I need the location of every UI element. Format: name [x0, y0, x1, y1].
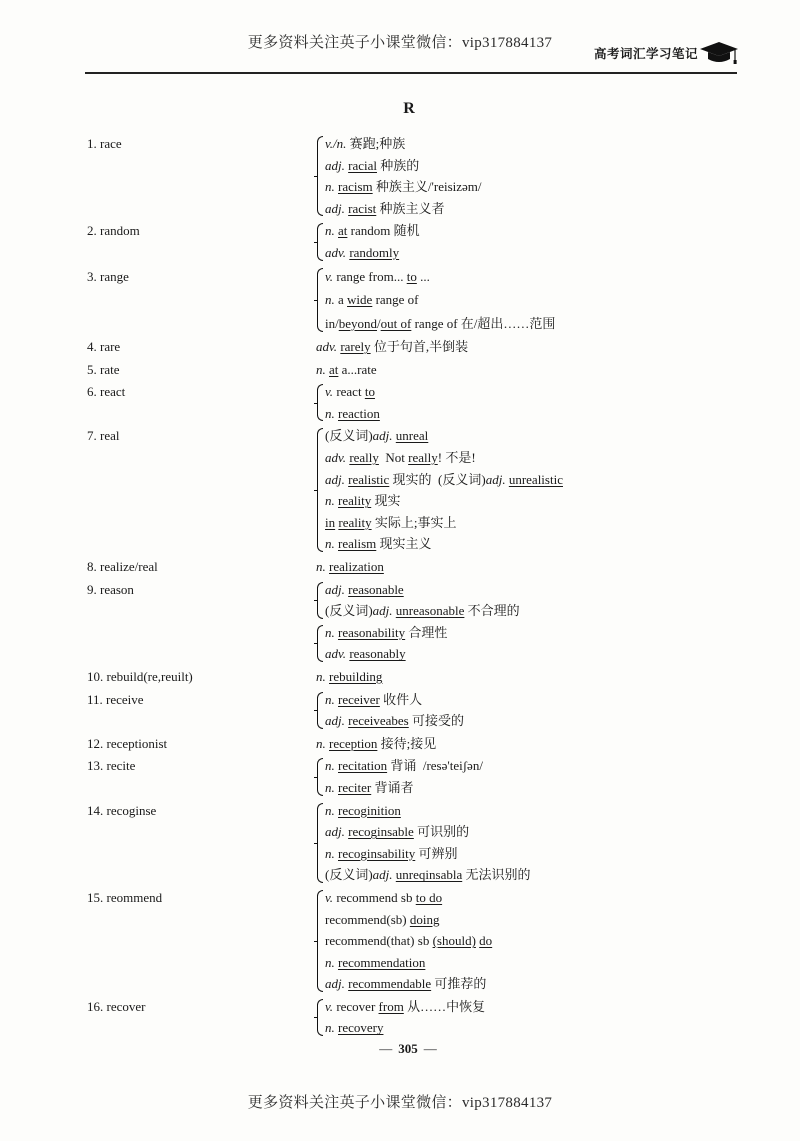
vocab-entry: [87, 336, 747, 358]
gloss-text: 不合理的: [464, 603, 520, 619]
key-term: reciter: [338, 779, 372, 795]
gloss-text: range from...: [336, 268, 407, 284]
key-term: recovery: [338, 1020, 384, 1036]
vocab-entry: [87, 666, 747, 688]
definition-line: [325, 887, 747, 909]
key-term: in: [325, 514, 336, 530]
gloss-text: 可识别的: [413, 824, 470, 840]
key-term: unrealistic: [508, 471, 563, 487]
definition-group: [316, 800, 747, 886]
definition-line: [325, 176, 747, 198]
entry-definitions: [316, 336, 747, 358]
entry-definitions: [316, 425, 747, 555]
key-term: unreasonable: [395, 603, 465, 619]
entry-definitions: [316, 996, 747, 1039]
part-of-speech: n.: [325, 779, 338, 795]
key-term: unreqinsabla: [395, 867, 463, 883]
definition-line: [325, 381, 747, 403]
vocab-entry: [87, 220, 747, 263]
part-of-speech: adj.: [372, 603, 396, 619]
part-of-speech: adv.: [325, 646, 350, 662]
definition-group: [316, 689, 747, 732]
gloss-text: 现实主义: [376, 536, 432, 552]
entry-headword: 13. recite: [87, 758, 136, 774]
key-term: beyond: [338, 315, 378, 331]
definition-group: [316, 622, 747, 665]
page-number-dash-left: —: [379, 1041, 393, 1056]
definition-group: [316, 556, 747, 578]
key-term: doing: [409, 911, 440, 927]
gloss-text: 背诵者: [371, 779, 414, 795]
gloss-text: recommend(sb): [325, 911, 410, 927]
entry-headword: 2. random: [87, 223, 140, 239]
key-term: rebuilding: [329, 668, 383, 684]
definition-line: [325, 973, 747, 995]
watermark-top: 更多资料关注英子小课堂微信：vip317884137: [247, 35, 553, 51]
gloss-text: 无法识别的: [462, 867, 531, 883]
part-of-speech: n.: [325, 691, 338, 707]
entry-definitions: [316, 133, 747, 219]
definition-group: [316, 666, 747, 688]
gloss-text: a: [338, 292, 348, 308]
gloss-text: 种族的: [377, 157, 420, 173]
definition-line: [325, 1017, 747, 1039]
key-term: reasonability: [338, 624, 406, 640]
part-of-speech: n.: [325, 758, 338, 774]
gloss-text: react: [336, 384, 365, 400]
entry-headword: 7. real: [87, 428, 120, 444]
entry-headword: 8. realize/real: [87, 559, 158, 574]
definition-line: [325, 133, 747, 155]
definition-line: [325, 689, 747, 711]
key-term: racist: [348, 200, 377, 216]
definition-line: [325, 800, 747, 822]
definition-group: [316, 996, 747, 1039]
part-of-speech: n.: [325, 405, 338, 421]
definition-line: [316, 359, 747, 381]
entry-definitions: [316, 733, 747, 755]
part-of-speech: n.: [325, 624, 338, 640]
gloss-text: 可推荐的: [431, 976, 487, 992]
definition-line: [325, 952, 747, 974]
entry-definitions: [316, 887, 747, 995]
definition-group: [316, 220, 747, 263]
key-term: racial: [348, 157, 377, 173]
part-of-speech: adj.: [485, 471, 509, 487]
entry-definitions: [316, 556, 747, 578]
gloss-text: 种族主义者: [376, 200, 445, 216]
definition-group: [316, 579, 747, 622]
key-term: recommendable: [348, 976, 432, 992]
part-of-speech: n.: [316, 735, 329, 751]
part-of-speech: adv.: [325, 244, 350, 260]
key-term: recitation: [338, 758, 388, 774]
part-of-speech: adj.: [325, 713, 349, 729]
part-of-speech: n.: [316, 361, 329, 377]
definition-line: [325, 643, 747, 665]
entry-headword: 4. rare: [87, 339, 121, 355]
entry-definitions: [316, 381, 747, 424]
key-term: recoginition: [338, 802, 401, 818]
part-of-speech: n.: [325, 292, 338, 308]
vocab-entry: [87, 887, 747, 995]
part-of-speech: adj.: [325, 581, 349, 597]
key-term: receiver: [338, 691, 380, 707]
page-number: [358, 1041, 458, 1057]
gloss-text: 接待;接见: [377, 735, 437, 751]
gloss-text: 可辨别: [415, 845, 458, 861]
definition-line: [325, 533, 747, 555]
key-term: wide: [347, 292, 373, 308]
entry-headword: 3. range: [87, 268, 129, 284]
key-term: out of: [380, 315, 412, 331]
entry-definitions: [316, 666, 747, 688]
gloss-text: random 随机: [347, 223, 420, 239]
definition-line: [325, 265, 747, 289]
definition-group: [316, 755, 747, 798]
vocab-entry: [87, 733, 747, 755]
part-of-speech: adj.: [325, 824, 349, 840]
key-term: at: [329, 361, 339, 377]
key-term: at: [338, 223, 348, 239]
part-of-speech: adj.: [325, 471, 349, 487]
key-term: recommendation: [338, 954, 426, 970]
definition-group: [316, 425, 747, 555]
entry-definitions: [316, 689, 747, 732]
definition-line: [325, 777, 747, 799]
definition-line: [325, 155, 747, 177]
key-term: from: [378, 998, 404, 1014]
part-of-speech: v.: [325, 998, 337, 1014]
entry-headword: 5. rate: [87, 361, 120, 377]
definition-line: [325, 622, 747, 644]
part-of-speech: adj.: [325, 200, 349, 216]
entry-headword: 14. recoginse: [87, 802, 157, 818]
definition-line: [325, 490, 747, 512]
definition-group: [316, 265, 747, 336]
gloss-text: recover: [336, 998, 379, 1014]
key-term: reasonable: [348, 581, 404, 597]
entry-definitions: [316, 800, 747, 886]
part-of-speech: adj.: [372, 428, 396, 444]
entry-headword: 9. reason: [87, 581, 134, 597]
vocab-entry: [87, 381, 747, 424]
part-of-speech: adv.: [316, 339, 341, 355]
vocab-entry: [87, 755, 747, 798]
vocab-entry: [87, 996, 747, 1039]
entry-definitions: [316, 265, 747, 336]
vocab-entry: [87, 689, 747, 732]
part-of-speech: adj.: [325, 976, 349, 992]
part-of-speech: adj.: [372, 867, 396, 883]
definition-line: [325, 512, 747, 534]
key-term: reasonably: [349, 646, 406, 662]
gloss-text: in/: [325, 315, 339, 331]
gloss-text: /: [377, 315, 381, 331]
gloss-text: 现实的 (反义词): [389, 471, 486, 487]
part-of-speech: v.: [325, 268, 337, 284]
definition-line: [325, 996, 747, 1018]
key-term: racism: [338, 179, 373, 195]
key-term: realistic: [348, 471, 390, 487]
key-term: really: [349, 450, 379, 466]
vocab-entry: [87, 800, 747, 886]
key-term: reaction: [338, 405, 380, 421]
part-of-speech: n.: [316, 668, 329, 684]
definition-group: [316, 359, 747, 381]
definition-line: [316, 336, 747, 358]
definition-group: [316, 336, 747, 358]
key-term: recoginsability: [338, 845, 416, 861]
part-of-speech: v.: [325, 889, 337, 905]
key-term: reception: [329, 735, 378, 751]
gloss-text: ! 不是!: [437, 450, 476, 466]
entry-headword: 15. reommend: [87, 889, 163, 905]
key-term: reality: [338, 493, 372, 509]
page-number-dash-right: —: [423, 1041, 437, 1056]
part-of-speech: n.: [325, 1020, 338, 1036]
entry-definitions: [316, 755, 747, 798]
graduation-cap-icon: [699, 40, 739, 67]
page-number-value: 305: [398, 1041, 418, 1056]
entry-headword: 16. recover: [87, 998, 146, 1014]
definition-line: [325, 425, 747, 447]
gloss-text: recommend sb: [336, 889, 416, 905]
definition-line: [325, 710, 747, 732]
key-term: (should): [432, 933, 476, 949]
entry-headword: 10. rebuild(re,reuilt): [87, 668, 193, 684]
gloss-text: 从……中恢复: [403, 998, 486, 1014]
definition-group: [316, 733, 747, 755]
part-of-speech: v.: [325, 384, 337, 400]
gloss-text: 实际上;事实上: [371, 514, 457, 530]
vocab-entry: [87, 425, 747, 555]
gloss-text: Not: [378, 450, 409, 466]
key-term: to: [406, 268, 417, 284]
definition-line: [325, 864, 747, 886]
definition-line: [325, 403, 747, 425]
gloss-text: 合理性: [405, 624, 448, 640]
entry-headword: 1. race: [87, 136, 122, 151]
gloss-text: recommend(that) sb: [325, 933, 433, 949]
entry-headword: 11. receive: [87, 691, 144, 707]
definition-line: [325, 755, 747, 777]
definition-line: [325, 242, 747, 264]
header-rule: [85, 72, 737, 74]
running-head: 高考词汇学习笔记: [594, 47, 699, 61]
definition-line: [325, 821, 747, 843]
part-of-speech: v./n.: [325, 136, 347, 151]
key-term: realism: [338, 536, 377, 552]
definition-line: [325, 469, 747, 491]
definition-line: [325, 600, 747, 622]
vocab-entry: [87, 133, 747, 219]
gloss-text: 可接受的: [408, 713, 465, 729]
watermark-bottom: 更多资料关注英子小课堂微信：vip317884137: [247, 1095, 553, 1111]
key-term: realization: [329, 559, 384, 574]
definition-line: [325, 198, 747, 220]
gloss-text: 赛跑;种族: [346, 136, 406, 151]
key-term: to: [364, 384, 375, 400]
part-of-speech: adv.: [325, 450, 350, 466]
vocab-entry: [87, 579, 747, 665]
gloss-text: range of 在/超出……范围: [411, 315, 556, 331]
part-of-speech: n.: [325, 802, 338, 818]
gloss-text: 现实: [371, 493, 401, 509]
key-term: do: [479, 933, 493, 949]
part-of-speech: adj.: [325, 157, 349, 173]
vocab-entry: [87, 265, 747, 336]
gloss-text: 位于句首,半倒装: [370, 339, 469, 355]
part-of-speech: n.: [325, 954, 338, 970]
definition-group: [316, 887, 747, 995]
gloss-text: (反义词): [325, 867, 373, 883]
part-of-speech: n.: [316, 559, 329, 574]
definition-line: [325, 447, 747, 469]
gloss-text: a...rate: [338, 361, 377, 377]
entry-headword: 12. receptionist: [87, 735, 168, 751]
key-term: reality: [338, 514, 372, 530]
vocab-entry: [87, 359, 747, 381]
key-term: recoginsable: [348, 824, 414, 840]
part-of-speech: n.: [325, 845, 338, 861]
gloss-text: (反义词): [325, 428, 373, 444]
definition-line: [316, 666, 747, 688]
key-term: really: [408, 450, 438, 466]
definition-line: [325, 579, 747, 601]
key-term: unreal: [395, 428, 429, 444]
definition-line: [316, 556, 747, 578]
gloss-text: range of: [372, 292, 419, 308]
definition-line: [325, 909, 747, 931]
gloss-text: 背诵 /resə'teiʃən/: [387, 758, 483, 774]
part-of-speech: n.: [325, 223, 338, 239]
gloss-text: (反义词): [325, 603, 373, 619]
part-of-speech: n.: [325, 536, 338, 552]
definition-line: [325, 930, 747, 952]
definition-line: [316, 733, 747, 755]
part-of-speech: n.: [325, 493, 338, 509]
definition-line: [325, 312, 747, 336]
entry-definitions: [316, 220, 747, 263]
section-letter: R: [403, 100, 415, 117]
gloss-text: 种族主义/'reisizəm/: [372, 179, 482, 195]
definition-line: [325, 843, 747, 865]
key-term: to do: [415, 889, 443, 905]
key-term: randomly: [349, 244, 400, 260]
entry-headword: 6. react: [87, 384, 126, 400]
entry-definitions: [316, 359, 747, 381]
key-term: receiveabes: [348, 713, 409, 729]
gloss-text: 收件人: [379, 691, 423, 707]
definition-line: [325, 220, 747, 242]
vocab-entry: [87, 556, 747, 578]
gloss-text: ...: [416, 268, 430, 284]
definition-group: [316, 381, 747, 424]
definition-group: [316, 133, 747, 219]
vocabulary-list: [87, 133, 747, 1040]
definition-line: [325, 288, 747, 312]
key-term: rarely: [340, 339, 371, 355]
part-of-speech: n.: [325, 179, 338, 195]
entry-definitions: [316, 579, 747, 665]
